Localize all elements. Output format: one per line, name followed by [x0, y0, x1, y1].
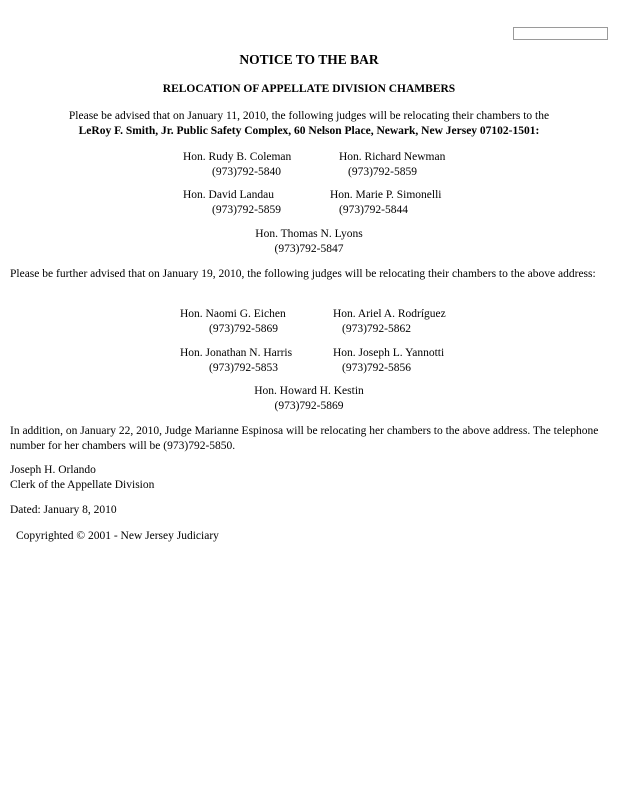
judge-name: Hon. Joseph L. Yannotti: [333, 347, 445, 359]
judge-phone: (973)792-5859: [212, 204, 281, 216]
judge-name: Hon. Marie P. Simonelli: [330, 189, 442, 201]
judge-name: Hon. Thomas N. Lyons: [255, 228, 363, 240]
addition-paragraph: In addition, on January 22, 2010, Judge Marianne Espinosa will be relocating her chambers to the above address. The telephone number for her chambers will be (973)792-5850.: [10, 425, 599, 452]
judge-phone: (973)792-5869: [209, 323, 278, 335]
judge-name: Hon. Richard Newman: [339, 151, 446, 163]
judge-entry: [183, 150, 291, 180]
signature-block: [10, 463, 154, 493]
intro-paragraph: [0, 109, 618, 139]
judge-name: Hon. Naomi G. Eichen: [180, 308, 286, 320]
page-subtitle: RELOCATION OF APPELLATE DIVISION CHAMBERS: [162, 83, 456, 95]
judge-entry: [180, 307, 286, 337]
judge-phone: (973)792-5844: [339, 204, 408, 216]
dated-line: Dated: January 8, 2010: [10, 504, 117, 516]
copyright-notice: Copyrighted © 2001 - New Jersey Judiciary: [16, 530, 219, 542]
judge-phone: (973)792-5869: [274, 400, 344, 412]
page-title: NOTICE TO THE BAR: [239, 52, 379, 67]
judge-phone: (973)792-5853: [209, 362, 278, 374]
further-paragraph: Please be further advised that on January 19, 2010, the following judges will be relocating their chambers to the above address:: [10, 268, 596, 280]
judge-phone: (973)792-5859: [348, 166, 417, 178]
judge-entry: [180, 346, 292, 376]
intro-line-2-address: LeRoy F. Smith, Jr. Public Safety Complex, 60 Nelson Place, Newark, New Jersey 07102-1501:: [78, 125, 540, 137]
judge-phone: (973)792-5856: [342, 362, 411, 374]
judge-phone: (973)792-5847: [274, 243, 344, 255]
judge-phone: (973)792-5862: [342, 323, 411, 335]
judge-entry: [333, 307, 446, 337]
signature-title: Clerk of the Appellate Division: [10, 479, 155, 491]
judge-name: Hon. Jonathan N. Harris: [180, 347, 293, 359]
judge-name: Hon. Ariel A. Rodríguez: [333, 308, 446, 320]
intro-line-1: Please be advised that on January 11, 2010, the following judges will be relocating their chambers to the: [68, 110, 550, 122]
judge-entry: [0, 227, 618, 257]
judge-name: Hon. David Landau: [183, 189, 275, 201]
signature-name: Joseph H. Orlando: [10, 464, 96, 476]
judge-name: Hon. Howard H. Kestin: [254, 385, 364, 397]
search-input[interactable]: [513, 27, 608, 40]
judge-name: Hon. Rudy B. Coleman: [183, 151, 292, 163]
judge-entry: [333, 346, 444, 376]
judge-entry: [330, 188, 442, 218]
judge-entry: [183, 188, 281, 218]
judge-phone: (973)792-5840: [212, 166, 281, 178]
judge-entry: [339, 150, 445, 180]
judge-entry: [0, 384, 618, 414]
